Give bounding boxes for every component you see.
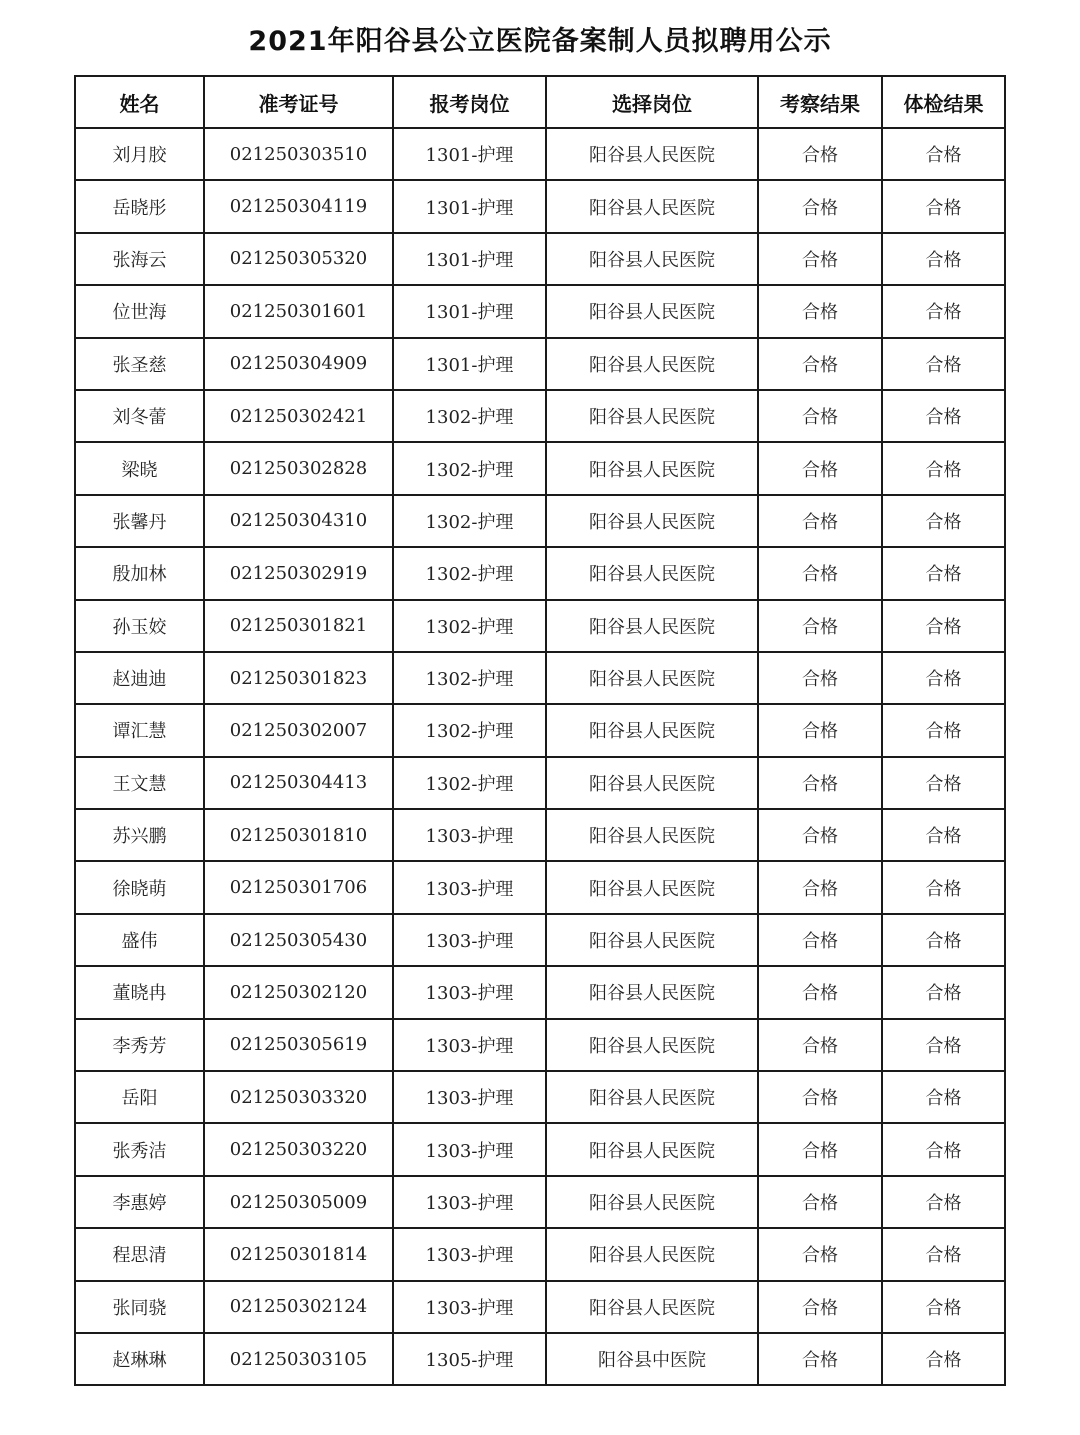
cell-medical-result: 合格	[882, 495, 1005, 547]
table-row	[75, 652, 1005, 704]
cell-selected-position: 阳谷县人民医院	[546, 1123, 758, 1175]
cell-selected-position: 阳谷县人民医院	[546, 285, 758, 337]
cell-review-result: 合格	[758, 390, 882, 442]
table-row	[75, 757, 1005, 809]
cell-name: 岳晓彤	[75, 180, 204, 232]
cell-applied-position: 1301-护理	[393, 233, 546, 285]
cell-review-result: 合格	[758, 128, 882, 180]
cell-medical-result: 合格	[882, 1123, 1005, 1175]
cell-medical-result: 合格	[882, 600, 1005, 652]
table-row	[75, 1333, 1005, 1385]
cell-exam-ticket-number: 021250302124	[204, 1281, 393, 1333]
cell-name: 徐晓萌	[75, 861, 204, 913]
cell-review-result: 合格	[758, 914, 882, 966]
cell-medical-result: 合格	[882, 652, 1005, 704]
cell-name: 程思清	[75, 1228, 204, 1280]
cell-selected-position: 阳谷县人民医院	[546, 338, 758, 390]
cell-selected-position: 阳谷县人民医院	[546, 600, 758, 652]
table-row	[75, 442, 1005, 494]
table-row	[75, 809, 1005, 861]
table-row	[75, 547, 1005, 599]
cell-exam-ticket-number: 021250303510	[204, 128, 393, 180]
cell-selected-position: 阳谷县人民医院	[546, 966, 758, 1018]
cell-exam-ticket-number: 021250302828	[204, 442, 393, 494]
cell-review-result: 合格	[758, 861, 882, 913]
cell-selected-position: 阳谷县人民医院	[546, 1228, 758, 1280]
cell-exam-ticket-number: 021250304310	[204, 495, 393, 547]
cell-name: 孙玉姣	[75, 600, 204, 652]
cell-exam-ticket-number: 021250305430	[204, 914, 393, 966]
cell-medical-result: 合格	[882, 966, 1005, 1018]
cell-selected-position: 阳谷县中医院	[546, 1333, 758, 1385]
cell-applied-position: 1301-护理	[393, 180, 546, 232]
cell-name: 梁晓	[75, 442, 204, 494]
cell-applied-position: 1302-护理	[393, 757, 546, 809]
table-row	[75, 285, 1005, 337]
cell-exam-ticket-number: 021250305619	[204, 1019, 393, 1071]
header-review-result: 考察结果	[758, 76, 882, 128]
page-title: 2021年阳谷县公立医院备案制人员拟聘用公示	[248, 26, 832, 57]
cell-name: 刘月胶	[75, 128, 204, 180]
cell-review-result: 合格	[758, 1176, 882, 1228]
header-selected-position: 选择岗位	[546, 76, 758, 128]
cell-applied-position: 1302-护理	[393, 652, 546, 704]
cell-medical-result: 合格	[882, 128, 1005, 180]
cell-exam-ticket-number: 021250304413	[204, 757, 393, 809]
cell-exam-ticket-number: 021250301706	[204, 861, 393, 913]
cell-exam-ticket-number: 021250305320	[204, 233, 393, 285]
table-row	[75, 914, 1005, 966]
cell-selected-position: 阳谷县人民医院	[546, 547, 758, 599]
table-row	[75, 1281, 1005, 1333]
cell-selected-position: 阳谷县人民医院	[546, 704, 758, 756]
cell-review-result: 合格	[758, 1019, 882, 1071]
table-row	[75, 495, 1005, 547]
cell-medical-result: 合格	[882, 285, 1005, 337]
header-applied-position: 报考岗位	[393, 76, 546, 128]
cell-exam-ticket-number: 021250301821	[204, 600, 393, 652]
cell-review-result: 合格	[758, 1123, 882, 1175]
table-row	[75, 1176, 1005, 1228]
cell-medical-result: 合格	[882, 1176, 1005, 1228]
table-row	[75, 1123, 1005, 1175]
cell-applied-position: 1305-护理	[393, 1333, 546, 1385]
cell-name: 赵迪迪	[75, 652, 204, 704]
cell-name: 张圣慈	[75, 338, 204, 390]
cell-medical-result: 合格	[882, 1071, 1005, 1123]
cell-applied-position: 1303-护理	[393, 809, 546, 861]
cell-review-result: 合格	[758, 704, 882, 756]
cell-review-result: 合格	[758, 495, 882, 547]
cell-medical-result: 合格	[882, 1228, 1005, 1280]
cell-name: 殷加林	[75, 547, 204, 599]
header-name: 姓名	[75, 76, 204, 128]
table-row	[75, 1228, 1005, 1280]
cell-applied-position: 1301-护理	[393, 128, 546, 180]
table-header	[75, 76, 1005, 128]
cell-exam-ticket-number: 021250303105	[204, 1333, 393, 1385]
cell-applied-position: 1302-护理	[393, 547, 546, 599]
cell-selected-position: 阳谷县人民医院	[546, 861, 758, 913]
table-row	[75, 128, 1005, 180]
cell-applied-position: 1302-护理	[393, 390, 546, 442]
cell-review-result: 合格	[758, 600, 882, 652]
table-row	[75, 600, 1005, 652]
cell-applied-position: 1303-护理	[393, 966, 546, 1018]
cell-exam-ticket-number: 021250303220	[204, 1123, 393, 1175]
cell-name: 李秀芳	[75, 1019, 204, 1071]
cell-selected-position: 阳谷县人民医院	[546, 809, 758, 861]
hiring-roster-table	[74, 75, 1006, 1386]
cell-medical-result: 合格	[882, 704, 1005, 756]
cell-name: 王文慧	[75, 757, 204, 809]
cell-medical-result: 合格	[882, 809, 1005, 861]
cell-review-result: 合格	[758, 1281, 882, 1333]
cell-applied-position: 1303-护理	[393, 1281, 546, 1333]
cell-review-result: 合格	[758, 652, 882, 704]
cell-selected-position: 阳谷县人民医院	[546, 128, 758, 180]
cell-name: 李惠婷	[75, 1176, 204, 1228]
cell-review-result: 合格	[758, 180, 882, 232]
table-row	[75, 1071, 1005, 1123]
cell-selected-position: 阳谷县人民医院	[546, 757, 758, 809]
cell-applied-position: 1302-护理	[393, 600, 546, 652]
table-row	[75, 390, 1005, 442]
cell-medical-result: 合格	[882, 914, 1005, 966]
cell-applied-position: 1303-护理	[393, 861, 546, 913]
cell-review-result: 合格	[758, 233, 882, 285]
cell-review-result: 合格	[758, 442, 882, 494]
cell-applied-position: 1301-护理	[393, 285, 546, 337]
cell-selected-position: 阳谷县人民医院	[546, 914, 758, 966]
cell-review-result: 合格	[758, 757, 882, 809]
cell-medical-result: 合格	[882, 338, 1005, 390]
cell-review-result: 合格	[758, 338, 882, 390]
cell-review-result: 合格	[758, 966, 882, 1018]
cell-review-result: 合格	[758, 547, 882, 599]
table-row	[75, 180, 1005, 232]
table-body	[75, 128, 1005, 1385]
cell-medical-result: 合格	[882, 757, 1005, 809]
cell-medical-result: 合格	[882, 233, 1005, 285]
cell-name: 张秀洁	[75, 1123, 204, 1175]
cell-selected-position: 阳谷县人民医院	[546, 233, 758, 285]
cell-name: 董晓冉	[75, 966, 204, 1018]
cell-exam-ticket-number: 021250302120	[204, 966, 393, 1018]
cell-name: 苏兴鹏	[75, 809, 204, 861]
cell-medical-result: 合格	[882, 1019, 1005, 1071]
cell-review-result: 合格	[758, 285, 882, 337]
cell-exam-ticket-number: 021250301601	[204, 285, 393, 337]
cell-exam-ticket-number: 021250305009	[204, 1176, 393, 1228]
cell-selected-position: 阳谷县人民医院	[546, 1176, 758, 1228]
cell-selected-position: 阳谷县人民医院	[546, 180, 758, 232]
cell-applied-position: 1303-护理	[393, 1071, 546, 1123]
cell-exam-ticket-number: 021250304119	[204, 180, 393, 232]
cell-exam-ticket-number: 021250302919	[204, 547, 393, 599]
cell-medical-result: 合格	[882, 1333, 1005, 1385]
header-medical-result: 体检结果	[882, 76, 1005, 128]
cell-name: 张馨丹	[75, 495, 204, 547]
cell-medical-result: 合格	[882, 180, 1005, 232]
cell-applied-position: 1303-护理	[393, 1123, 546, 1175]
table-row	[75, 966, 1005, 1018]
cell-exam-ticket-number: 021250301810	[204, 809, 393, 861]
header-row	[75, 76, 1005, 128]
cell-exam-ticket-number: 021250304909	[204, 338, 393, 390]
table-row	[75, 704, 1005, 756]
cell-applied-position: 1302-护理	[393, 495, 546, 547]
cell-exam-ticket-number: 021250301823	[204, 652, 393, 704]
cell-review-result: 合格	[758, 1228, 882, 1280]
cell-applied-position: 1302-护理	[393, 442, 546, 494]
cell-name: 张同骁	[75, 1281, 204, 1333]
cell-exam-ticket-number: 021250303320	[204, 1071, 393, 1123]
cell-selected-position: 阳谷县人民医院	[546, 390, 758, 442]
table-row	[75, 233, 1005, 285]
cell-selected-position: 阳谷县人民医院	[546, 442, 758, 494]
cell-selected-position: 阳谷县人民医院	[546, 1281, 758, 1333]
cell-applied-position: 1303-护理	[393, 914, 546, 966]
table-row	[75, 338, 1005, 390]
cell-selected-position: 阳谷县人民医院	[546, 495, 758, 547]
cell-review-result: 合格	[758, 1071, 882, 1123]
cell-exam-ticket-number: 021250302007	[204, 704, 393, 756]
header-exam-ticket-number: 准考证号	[204, 76, 393, 128]
cell-medical-result: 合格	[882, 547, 1005, 599]
cell-medical-result: 合格	[882, 861, 1005, 913]
cell-name: 赵琳琳	[75, 1333, 204, 1385]
cell-medical-result: 合格	[882, 390, 1005, 442]
table-row	[75, 1019, 1005, 1071]
cell-selected-position: 阳谷县人民医院	[546, 1071, 758, 1123]
cell-exam-ticket-number: 021250302421	[204, 390, 393, 442]
cell-name: 岳阳	[75, 1071, 204, 1123]
cell-applied-position: 1302-护理	[393, 704, 546, 756]
table-row	[75, 861, 1005, 913]
cell-selected-position: 阳谷县人民医院	[546, 652, 758, 704]
cell-review-result: 合格	[758, 809, 882, 861]
cell-applied-position: 1303-护理	[393, 1176, 546, 1228]
cell-exam-ticket-number: 021250301814	[204, 1228, 393, 1280]
cell-applied-position: 1303-护理	[393, 1019, 546, 1071]
cell-applied-position: 1303-护理	[393, 1228, 546, 1280]
cell-name: 谭汇慧	[75, 704, 204, 756]
cell-review-result: 合格	[758, 1333, 882, 1385]
cell-medical-result: 合格	[882, 442, 1005, 494]
cell-applied-position: 1301-护理	[393, 338, 546, 390]
cell-name: 盛伟	[75, 914, 204, 966]
cell-name: 位世海	[75, 285, 204, 337]
cell-medical-result: 合格	[882, 1281, 1005, 1333]
cell-name: 张海云	[75, 233, 204, 285]
cell-name: 刘冬蕾	[75, 390, 204, 442]
cell-selected-position: 阳谷县人民医院	[546, 1019, 758, 1071]
